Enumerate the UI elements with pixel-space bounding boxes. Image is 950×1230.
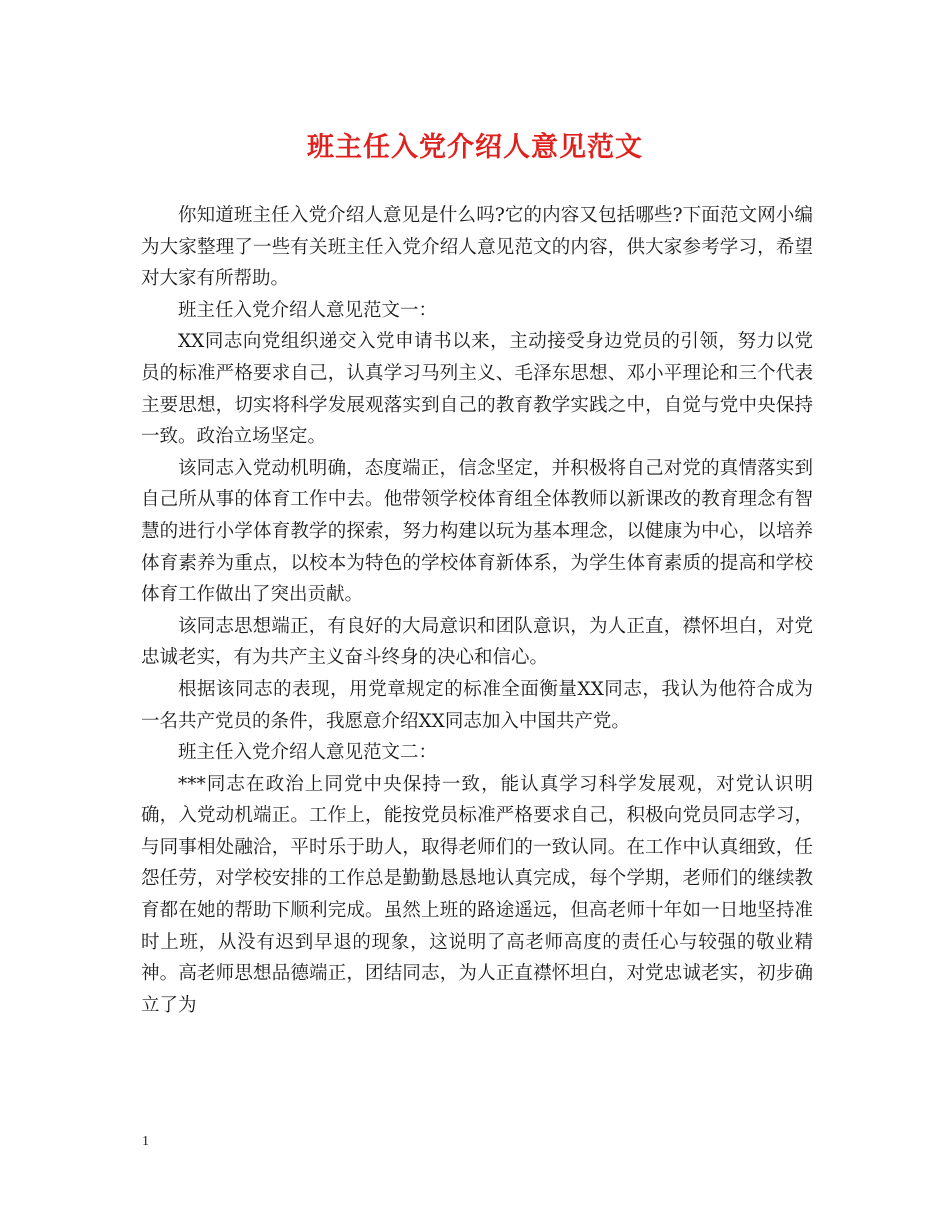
- paragraph: 根据该同志的表现，用党章规定的标准全面衡量XX同志，我认为他符合成为一名共产党员的条件，我愿意介绍XX同志加入中国共产党。: [141, 678, 813, 732]
- paragraph: ***同志在政治上同党中央保持一致，能认真学习科学发展观，对党认识明确，入党动机端正。工作上，能按党员标准严格要求自己，积极向党员同志学习，与同事相处融洽，平时乐于助人，取得老师们的一致认同。在工作中认真细致，任怨任劳，对学校安排的工作总是勤勤恳恳地认真完成，每个学期，老师们的继续教育都在她的帮助下顺利完成。虽然上班的路途遥远，但高老师十年如一日地坚持准时上班，从没有迟到早退的现象，这说明了高老师高度的责任心与较强的敬业精神。高老师思想品德端正，团结同志，为人正直襟怀坦白，对党忠诚老实，初步确立了为: [141, 773, 813, 1016]
- section-heading-two: 班主任入党介绍人意见范文二：: [178, 742, 438, 764]
- paragraph: 该同志思想端正，有良好的大局意识和团队意识，为人正直，襟怀坦白，对党忠诚老实，有为共产主义奋斗终身的决心和信心。: [141, 615, 813, 669]
- paragraph-intro: 你知道班主任入党介绍人意见是什么吗?它的内容又包括哪些?下面范文网小编为大家整理了一些有关班主任入党介绍人意见范文的内容，供大家参考学习，希望对大家有所帮助。: [141, 205, 813, 290]
- paragraph: 该同志入党动机明确，态度端正，信念坚定，并积极将自己对党的真情落实到自己所从事的体育工作中去。他带领学校体育组全体教师以新课改的教育理念有智慧的进行小学体育教学的探索，努力构建以玩为基本理念，以健康为中心，以培养体育素养为重点，以校本为特色的学校体育新体系，为学生体育素质的提高和学校体育工作做出了突出贡献。: [141, 457, 813, 606]
- section-heading-one: 班主任入党介绍人意见范文一：: [178, 299, 438, 321]
- page-number: 1: [142, 1134, 149, 1149]
- document-title: 班主任入党介绍人意见范文: [307, 132, 643, 163]
- paragraph: XX同志向党组织递交入党申请书以来，主动接受身边党员的引领，努力以党员的标准严格要求自己，认真学习马列主义、毛泽东思想、邓小平理论和三个代表主要思想，切实将科学发展观落实到自己的教育教学实践之中，自觉与党中央保持一致。政治立场坚定。: [141, 331, 813, 448]
- document-body: [141, 200, 813, 1021]
